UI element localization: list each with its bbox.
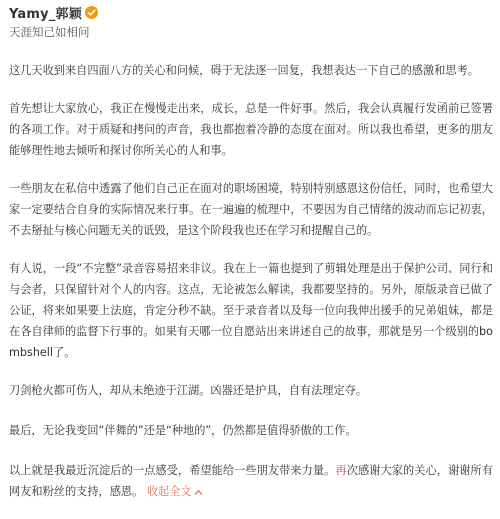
highlighted-character: 再	[335, 464, 347, 477]
chevron-up-icon	[194, 482, 203, 503]
verified-badge-icon[interactable]	[85, 6, 98, 19]
post-body	[9, 60, 493, 519]
post-paragraph-1: 这几天收到来自四面八方的关心和问候，碍于无法逐一回复，我想表达一下自己的感激和思考。	[9, 64, 479, 77]
username-link[interactable]: Yamy_郭颖	[9, 6, 82, 22]
post-paragraph-3: 一些朋友在私信中透露了他们自己正在面对的职场困境，特别特别感恩这份信任，同时，也希望大家一定要结合自身的实际情况来行事。在一遍遍的梳理中，不要因为自己情绪的波动而忘记初衷，不去掰扯与核心问题无关的诋毁，是这个阶段我也还在学习和提醒自己的。	[9, 182, 493, 237]
collapse-text-link[interactable]	[147, 485, 203, 498]
user-bio: 天涯知己如相问	[9, 25, 90, 39]
post-paragraph-7	[9, 460, 493, 502]
post-paragraph-7-end: 次感谢大家的关心，谢谢所有网友和粉丝的支持，感恩。	[9, 464, 493, 498]
post-paragraph-6: 最后，无论我变回“伴舞的”还是“种地的”，仍然都是值得骄傲的工作。	[9, 424, 357, 437]
checkmark-icon	[87, 8, 96, 17]
post-header	[9, 4, 98, 20]
collapse-label: 收起全文	[146, 485, 192, 498]
post-paragraph-2: 首先想让大家放心，我正在慢慢走出来，成长，总是一件好事。然后，我会认真履行发函前已签署的各项工作。对于质疑和拷问的声音，我也都抱着冷静的态度在面对。所以我也希望，更多的朋友能够理性地去倾听和探讨你所关心的人和事。	[9, 102, 493, 157]
post-paragraph-7-start: 以上就是我最近沉淀后的一点感受，希望能给一些朋友带来力量。	[9, 464, 336, 477]
post-paragraph-4: 有人说，一段“不完整”录音容易招来非议。我在上一篇也提到了剪辑处理是出于保护公司、同行和与会者，只保留针对个人的内容。这点，无论被怎么解读，我都要坚持的。另外，原版录音已做了公证，将来如果要上法庭，肯定分秒不缺。至于录音者以及每一位向我伸出援手的兄弟姐妹，都是在各自律师的监督下行事的。如果有天哪一位自愿站出来讲述自己的故事，那就是另一个级别的bombshell了。	[9, 262, 493, 359]
post-paragraph-5: 刀剑枪火都可伤人，却从未绝迹于江湖。凶器还是护具，自有法理定夺。	[9, 384, 368, 397]
